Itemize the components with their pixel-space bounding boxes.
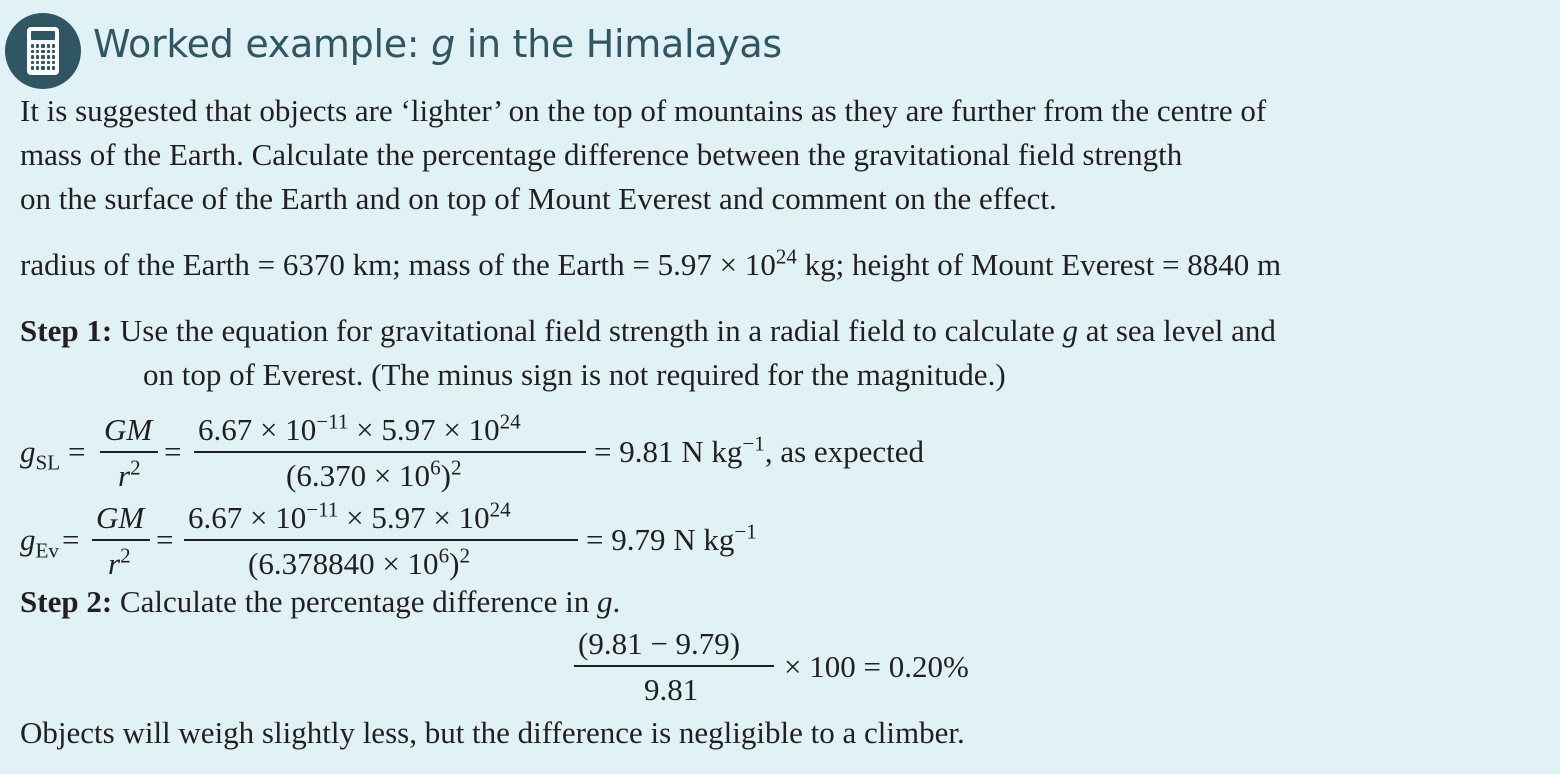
given-data: radius of the Earth = 6370 km; mass of the Earth = $5.97 \times 10^{24}$ kg; height of Mount Everest = 8840 m: [20, 244, 1282, 282]
step2-line: Step 2: Calculate the percentage difference in g.: [20, 584, 621, 619]
calculator-icon: [5, 13, 81, 89]
intro-line-3: on the surface of the Earth and on top of Mount Everest and comment on the effect.: [20, 181, 1057, 216]
step2-label: Step 2:: [20, 584, 113, 619]
step1-line-1: Step 1: Use the equation for gravitational field strength in a radial field to calculate g at sea level and: [20, 313, 1276, 348]
conclusion: Objects will weigh slightly less, but the difference is negligible to a climber.: [20, 715, 965, 750]
page-title: Worked example: g in the Himalayas: [93, 22, 782, 66]
intro-line-1: It is suggested that objects are ‘lighter’ on the top of mountains as they are further from the centre of: [20, 93, 1267, 128]
step1-line-2: on top of Everest. (The minus sign is not required for the magnitude.): [143, 357, 1006, 392]
intro-line-2: mass of the Earth. Calculate the percentage difference between the gravitational field strength: [20, 137, 1183, 172]
step1-label: Step 1:: [20, 313, 113, 348]
